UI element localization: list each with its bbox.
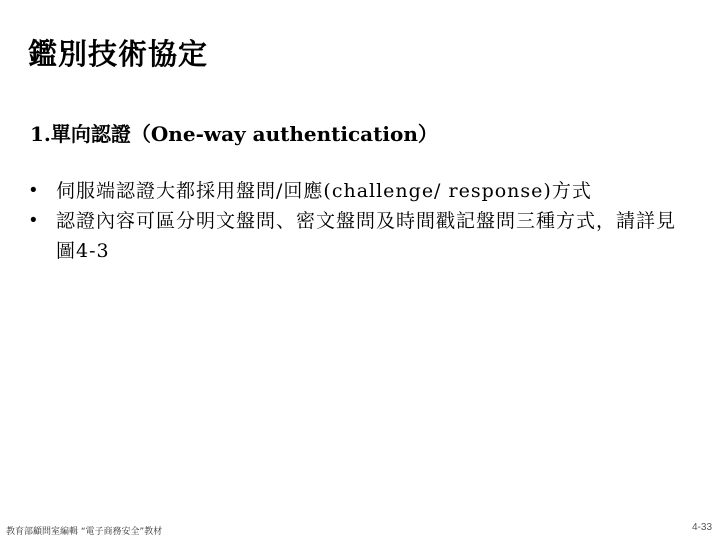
slide-title: 鑑別技術協定 xyxy=(28,37,209,71)
bullet-item xyxy=(30,176,680,206)
bullet-list xyxy=(30,176,680,266)
page-number: 4-33 xyxy=(691,522,712,533)
section-heading: 1.單向認證（One-way authentication） xyxy=(30,122,438,146)
bullet-item xyxy=(30,206,680,266)
bullet-icon: • xyxy=(30,180,38,201)
bullet-text: 認證內容可區分明文盤問、密文盤問及時間戳記盤問三種方式，請詳見圖4-3 xyxy=(56,210,677,262)
footer-source: 教育部顧問室編輯 “電子商務安全”教材 xyxy=(6,527,163,537)
bullet-icon: • xyxy=(30,210,38,231)
bullet-text: 伺服端認證大都採用盤問/回應(challenge/ response)方式 xyxy=(56,180,592,202)
